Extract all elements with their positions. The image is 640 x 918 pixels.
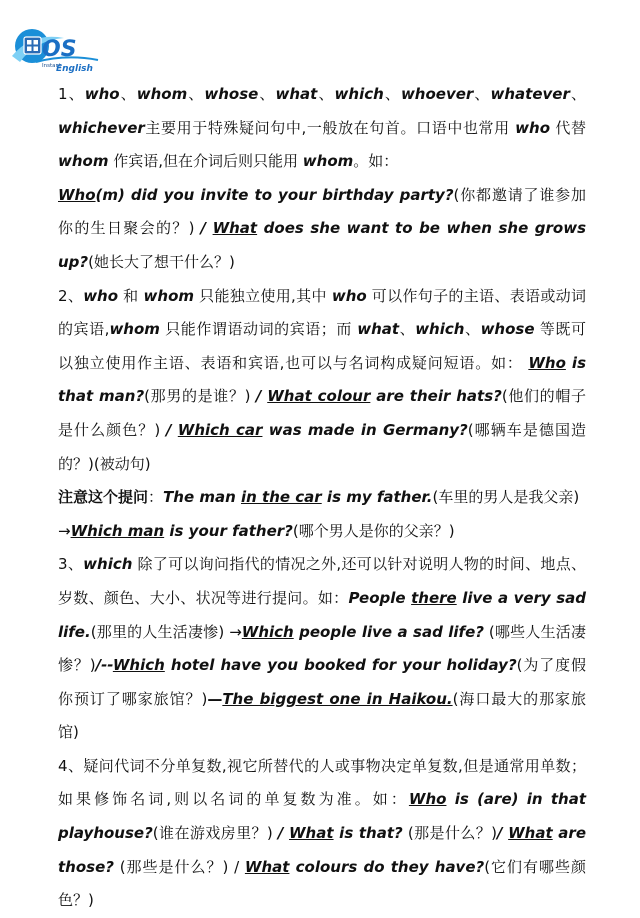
text-run: (她长大了想干什么？) <box>88 252 235 271</box>
text-run: 等既可以独立使用作主语、表语和宾语,也可以与名词构成疑问短语。如： <box>58 320 586 372</box>
text-run: Which <box>241 622 294 641</box>
text-run: The man <box>163 488 241 507</box>
text-run: whoever <box>400 85 474 103</box>
text-run: whatever <box>490 85 570 103</box>
logo-sub2: English <box>56 64 93 74</box>
text-run: people live a sad life? <box>293 622 484 641</box>
text-run: 、 <box>399 320 416 339</box>
text-run: The biggest one in Haikou. <box>222 689 453 708</box>
text-run: (哪辆车是德国造的？)(被动句) <box>58 420 587 473</box>
text-run: who <box>331 286 367 305</box>
text-run: People <box>348 588 412 607</box>
text-run: is my father. <box>321 488 433 507</box>
text-run: whichever <box>58 118 145 137</box>
paragraph-1 <box>58 78 586 179</box>
text-run: 4、疑问代词不分单复数,视它所替代的人或事物决定单复数,但是通常用单数；如果修饰名词,则以名词的单复数为准。如： <box>58 756 586 809</box>
text-run: 1、 <box>58 85 85 103</box>
text-run: 、 <box>473 85 491 103</box>
text-run: (哪些人生活凄惨？) <box>58 622 586 675</box>
text-run: who <box>84 85 120 103</box>
text-run: whose <box>480 320 535 339</box>
brand-logo <box>6 10 106 76</box>
text-run: (你都邀请了谁参加你的生日聚会的？) <box>58 185 587 238</box>
text-run: Who <box>528 353 566 372</box>
text-run: (谁在游戏房里？) <box>152 824 278 843</box>
text-run: is that man? <box>58 353 586 406</box>
logo-graphic <box>6 10 106 76</box>
text-run: / <box>497 824 509 843</box>
text-run: 、 <box>569 85 586 103</box>
paragraph-2-note <box>58 481 586 515</box>
text-run: (为了度假你预订了哪家旅馆？) <box>58 656 586 708</box>
paragraph-2 <box>58 280 586 482</box>
text-run: whom <box>302 152 354 171</box>
text-run: whom <box>136 85 188 103</box>
text-run: which <box>334 85 384 103</box>
text-run: (那些是什么？) / <box>113 857 245 876</box>
text-run: /-- <box>95 656 113 675</box>
text-run: Which car <box>177 420 263 439</box>
text-run: / <box>166 420 178 439</box>
text-run: (那是什么？) <box>402 824 498 843</box>
text-run: 和 <box>118 286 144 305</box>
text-run: — <box>207 689 223 708</box>
text-run: which <box>83 555 133 574</box>
text-run: 只能独立使用,其中 <box>194 286 332 305</box>
text-run: are their hats? <box>370 387 502 406</box>
text-run: 只能作谓语动词的宾语；而 <box>159 320 358 339</box>
text-run: (那男的是谁？) <box>144 387 256 406</box>
text-run: there <box>411 588 457 607</box>
text-run: ： <box>148 488 164 507</box>
text-run: / <box>277 824 290 843</box>
text-run: 除了可以询问指代的情况之外,还可以针对说明人物的时间、地点、岁数、颜色、大小、状况等进行提问。如： <box>58 555 586 607</box>
text-run: 。如： <box>353 152 399 171</box>
text-run: (他们的帽子是什么颜色？) <box>58 387 586 439</box>
text-run: (车里的男人是我父亲) <box>432 488 580 507</box>
text-run: What <box>508 824 553 843</box>
text-run: is your father? <box>164 521 293 540</box>
text-run: What <box>244 857 290 876</box>
text-run: what <box>357 320 400 339</box>
text-run: What <box>212 219 258 238</box>
text-run: hotel have you booked for your holiday? <box>164 656 517 675</box>
logo-os-text: OS <box>42 37 77 62</box>
text-run: 、 <box>119 85 137 103</box>
text-run: Which man <box>70 521 165 540</box>
text-run: (它们有哪些颜色？) <box>58 857 586 910</box>
text-run: what <box>275 85 318 103</box>
text-run: which <box>415 320 465 339</box>
text-run: → <box>58 521 71 540</box>
text-run: was made in Germany? <box>262 420 468 439</box>
text-run: 、 <box>187 85 205 103</box>
text-run: live a very sad life. <box>58 588 586 641</box>
text-run: (哪个男人是你的父亲？) <box>292 521 455 540</box>
text-run: / <box>255 387 268 406</box>
text-run: 、 <box>317 85 335 103</box>
text-run: does she want to be when she grows up? <box>58 219 587 271</box>
text-run: 、 <box>464 320 481 339</box>
text-run: who <box>515 118 550 137</box>
logo-sub1: Instant <box>42 63 62 69</box>
text-run: → <box>229 622 242 641</box>
text-run: / <box>200 219 213 238</box>
text-run: 主要用于特殊疑问句中,一般放在句首。口语中也常用 <box>144 118 516 137</box>
text-run: (那里的人生活凄惨) <box>90 622 230 641</box>
text-run: are those? <box>58 824 586 876</box>
text-run: whose <box>204 85 259 103</box>
text-run: Who <box>58 185 96 204</box>
text-run: Which <box>112 656 165 675</box>
text-run: 作宾语,但在介词后则只能用 <box>108 152 303 171</box>
text-run: 、 <box>383 85 401 103</box>
paragraph-4 <box>58 750 586 918</box>
text-run: Who <box>408 790 447 809</box>
text-run: 3、 <box>58 555 84 574</box>
text-run: 、 <box>258 85 276 103</box>
text-run: who <box>83 286 119 305</box>
text-run: is (are) in that playhouse? <box>58 790 586 843</box>
text-run: is that? <box>333 824 403 843</box>
text-run: What colour <box>267 387 371 406</box>
paragraph-2-arrow <box>58 515 586 549</box>
text-run: What <box>289 824 334 843</box>
text-run: in the car <box>241 488 322 507</box>
text-run: 注意这个提问 <box>58 488 149 507</box>
text-run: 可以作句子的主语、表语或动词的宾语, <box>58 286 586 339</box>
paragraph-1-examples <box>58 179 586 280</box>
paragraph-3 <box>58 548 586 750</box>
text-run: whom <box>58 152 109 171</box>
document-body <box>58 78 586 918</box>
text-run: whom <box>143 286 195 305</box>
text-run: 代替 <box>550 118 586 137</box>
text-run: (海口最大的那家旅馆) <box>58 689 586 742</box>
text-run: (m) did you invite to your birthday party? <box>95 185 454 204</box>
text-run: whom <box>109 320 160 339</box>
text-run: 2、 <box>58 286 84 305</box>
text-run: colours do they have? <box>289 857 485 876</box>
